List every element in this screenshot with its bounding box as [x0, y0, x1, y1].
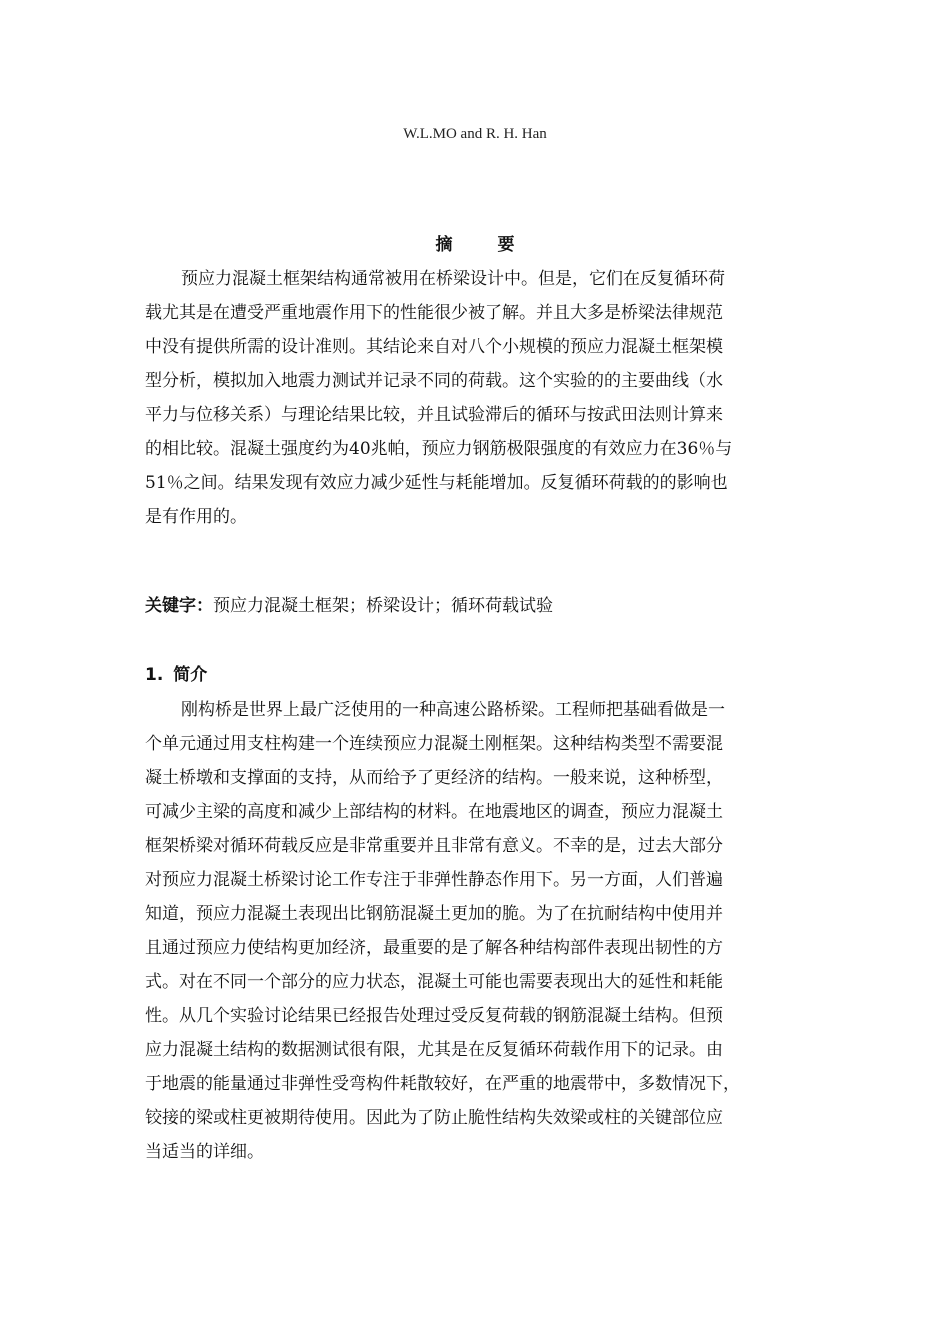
paragraph-line: 性。从几个实验讨论结果已经报告处理过受反复荷载的钢筋混凝土结构。但预	[145, 1006, 723, 1026]
paragraph-line: 框架桥梁对循环荷载反应是非常重要并且非常有意义。不幸的是，过去大部分	[145, 836, 723, 856]
paragraph-line: 铰接的梁或柱更被期待使用。因此为了防止脆性结构失效梁或柱的关键部位应	[145, 1108, 723, 1128]
introduction-body	[145, 693, 810, 1169]
abstract-line: 是有作用的。	[145, 507, 247, 527]
paragraph-line: 于地震的能量通过非弹性受弯构件耗散较好，在严重的地震带中，多数情况下，	[145, 1074, 740, 1094]
section-number: 1.	[145, 665, 164, 685]
section-title: 简介	[173, 665, 208, 685]
paragraph-line: 式。对在不同一个部分的应力状态，混凝土可能也需要表现出大的延性和耗能	[145, 972, 723, 992]
abstract-line: 51％之间。结果发现有效应力减少延性与耗能增加。反复循环荷载的的影响也	[145, 473, 728, 493]
abstract-line: 平力与位移关系）与理论结果比较，并且试验滞后的循环与按武田法则计算来	[145, 405, 723, 425]
abstract-line: 预应力混凝土框架结构通常被用在桥梁设计中。但是，它们在反复循环荷	[181, 269, 725, 289]
abstract-title: 摘 要	[435, 235, 529, 255]
section-heading	[145, 661, 207, 689]
keywords-label: 关键字：	[145, 596, 213, 616]
keywords-text: 预应力混凝土框架；桥梁设计；循环荷载试验	[213, 596, 553, 616]
keywords	[145, 592, 553, 620]
abstract-line: 载尤其是在遭受严重地震作用下的性能很少被了解。并且大多是桥梁法律规范	[145, 303, 723, 323]
abstract-line: 型分析，模拟加入地震力测试并记录不同的荷载。这个实验的的主要曲线（水	[145, 371, 723, 391]
paragraph-line: 可减少主梁的高度和减少上部结构的材料。在地震地区的调查，预应力混凝土	[145, 802, 723, 822]
abstract-line: 中没有提供所需的设计准则。其结论来自对八个小规模的预应力混凝土框架模	[145, 337, 723, 357]
paragraph-line: 当适当的详细。	[145, 1142, 264, 1162]
abstract-line: 的相比较。混凝土强度约为40兆帕，预应力钢筋极限强度的有效应力在36％与	[145, 439, 733, 459]
paragraph-line: 对预应力混凝土桥梁讨论工作专注于非弹性静态作用下。另一方面，人们普遍	[145, 870, 723, 890]
paragraph-line: 个单元通过用支柱构建一个连续预应力混凝土刚框架。这种结构类型不需要混	[145, 734, 723, 754]
paragraph-line: 应力混凝土结构的数据测试很有限，尤其是在反复循环荷载作用下的记录。由	[145, 1040, 723, 1060]
abstract-body	[145, 262, 810, 534]
paragraph-line: 凝土桥墩和支撑面的支持，从而给予了更经济的结构。一般来说，这种桥型，	[145, 768, 723, 788]
paragraph-line: 且通过预应力使结构更加经济，最重要的是了解各种结构部件表现出韧性的方	[145, 938, 723, 958]
paragraph-line: 知道，预应力混凝土表现出比钢筋混凝土更加的脆。为了在抗耐结构中使用并	[145, 904, 723, 924]
authors-line: W.L.MO and R. H. Han	[403, 126, 547, 142]
paragraph-line: 刚构桥是世界上最广泛使用的一种高速公路桥梁。工程师把基础看做是一	[181, 700, 725, 720]
